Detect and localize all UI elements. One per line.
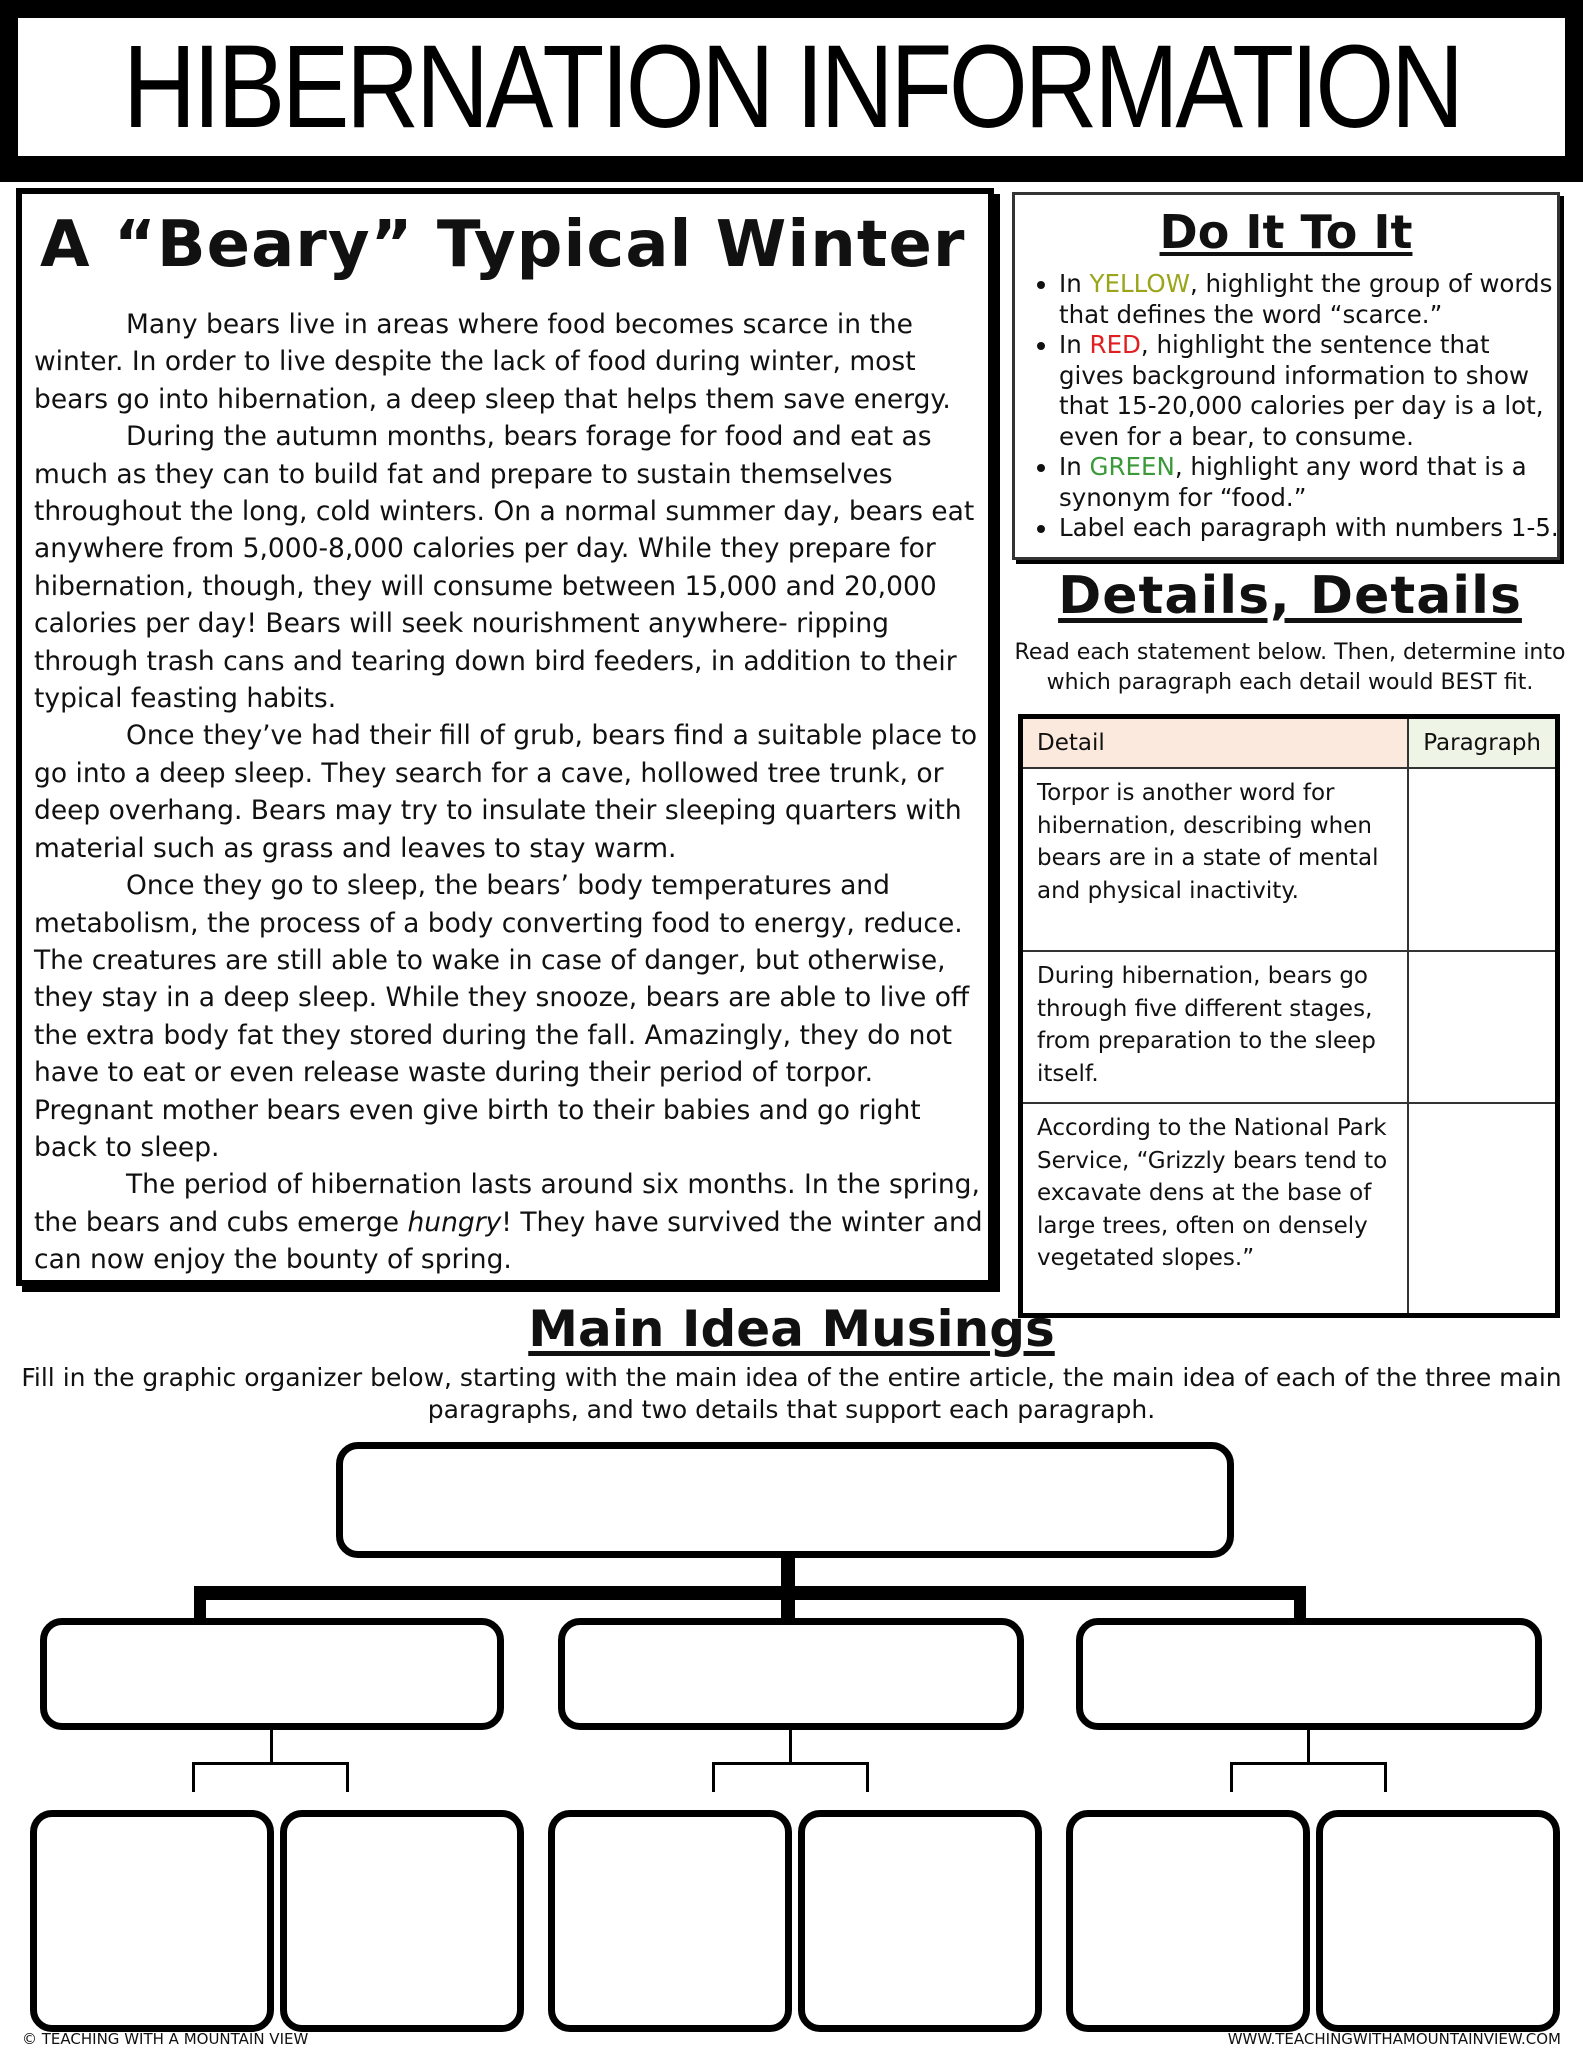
connector-line	[192, 1762, 349, 1765]
connector-line	[192, 1762, 195, 1792]
paragraph-5-emphasis: hungry	[407, 1206, 502, 1238]
header-paragraph: Paragraph	[1408, 717, 1557, 769]
article-panel	[16, 188, 994, 1286]
connector-line	[1230, 1762, 1233, 1792]
paragraph-5-start: The period of hibernation lasts around six months. In the spring, the bears and cubs emerge	[34, 1169, 980, 1238]
paragraph-answer-cell[interactable]	[1408, 768, 1557, 951]
do-it-item-label	[1059, 513, 1559, 544]
footer-copyright: © TEACHING WITH A MOUNTAIN VIEW	[22, 2030, 309, 2048]
connector-line	[346, 1762, 349, 1792]
detail-box-1a[interactable]	[30, 1810, 274, 2032]
connector-line	[712, 1762, 715, 1792]
detail-cell: During hibernation, bears go through five different stages, from preparation to the sleep itself.	[1021, 951, 1409, 1103]
do-it-item-red	[1059, 330, 1559, 452]
article-body	[34, 306, 984, 1279]
table-row	[1021, 951, 1558, 1103]
main-idea-instructions: Fill in the graphic organizer below, starting with the main idea of the entire article, the main idea of each of the three main paragraphs, and two details that support each paragraph.	[21, 1363, 1562, 1424]
do-it-panel	[1012, 192, 1560, 560]
item-text: , highlight the group of words that defines the word “scarce.”	[1059, 269, 1553, 329]
paragraph-idea-box-2[interactable]	[558, 1618, 1024, 1730]
item-text: Label each paragraph with numbers 1-5.	[1059, 513, 1559, 542]
header-inner	[18, 18, 1565, 156]
item-text: In	[1059, 330, 1090, 359]
article-paragraph-1: Many bears live in areas where food becomes scarce in the winter. In order to live despite the lack of food during winter, most bears go into hibernation, a deep sleep that helps them save energy.	[34, 309, 951, 415]
detail-box-2a[interactable]	[548, 1810, 792, 2032]
connector-line	[781, 1586, 795, 1620]
detail-box-3b[interactable]	[1316, 1810, 1560, 2032]
item-text: In	[1059, 452, 1090, 481]
do-it-title: Do It To It	[1159, 205, 1413, 259]
connector-line	[1307, 1730, 1310, 1764]
item-text: , highlight any word that is a synonym for “food.”	[1059, 452, 1527, 512]
article-paragraph-5	[34, 1166, 984, 1278]
table-row	[1021, 1103, 1558, 1315]
connector-line	[712, 1762, 869, 1765]
main-idea-box[interactable]	[336, 1442, 1234, 1558]
header-divider	[0, 156, 1583, 182]
details-instructions: Read each statement below. Then, determine into which paragraph each detail would BEST fit.	[1014, 640, 1566, 695]
paragraph-5-end: ! They have survived the winter and can now enjoy the bounty of spring.	[34, 1206, 983, 1276]
details-title: Details, Details	[1058, 566, 1522, 626]
connector-line	[789, 1730, 792, 1764]
detail-cell: Torpor is another word for hibernation, describing when bears are in a state of mental and physical inactivity.	[1021, 768, 1409, 951]
article-paragraph-3: Once they’ve had their fill of grub, bears find a suitable place to go into a deep sleep. They search for a cave, hollowed tree trunk, or deep overhang. Bears may try to insulate their sleeping quarters with material such as grass and leaves to stay warm.	[34, 720, 978, 864]
connector-line	[1230, 1762, 1387, 1765]
do-it-list	[1015, 269, 1559, 544]
table-header-row	[1021, 717, 1558, 769]
item-text: In	[1059, 269, 1090, 298]
connector-line	[1384, 1762, 1387, 1792]
header-detail: Detail	[1021, 717, 1409, 769]
detail-box-2b[interactable]	[798, 1810, 1042, 2032]
item-text: , highlight the sentence that gives background information to show that 15-20,000 calories per day is a lot, even for a bear, to consume.	[1059, 330, 1544, 451]
yellow-word: YELLOW	[1089, 269, 1190, 298]
detail-box-1b[interactable]	[280, 1810, 524, 2032]
header-banner	[0, 0, 1583, 162]
do-it-item-green	[1059, 452, 1559, 513]
paragraph-answer-cell[interactable]	[1408, 951, 1557, 1103]
detail-box-3a[interactable]	[1066, 1810, 1310, 2032]
connector-line	[194, 1586, 206, 1620]
connector-line	[270, 1730, 273, 1764]
article-title: A “Beary” Typical Winter	[40, 208, 966, 282]
paragraph-idea-box-1[interactable]	[40, 1618, 504, 1730]
connector-line	[866, 1762, 869, 1792]
paragraph-answer-cell[interactable]	[1408, 1103, 1557, 1315]
details-table	[1018, 714, 1560, 1318]
do-it-item-yellow	[1059, 269, 1559, 330]
table-row	[1021, 768, 1558, 951]
green-word: GREEN	[1089, 452, 1175, 481]
footer-website: WWW.TEACHINGWITHAMOUNTAINVIEW.COM	[1227, 2030, 1561, 2048]
paragraph-idea-box-3[interactable]	[1076, 1618, 1542, 1730]
detail-cell: According to the National Park Service, “Grizzly bears tend to excavate dens at the base of large trees, often on densely vegetated slopes.”	[1021, 1103, 1409, 1315]
main-idea-title: Main Idea Musings	[528, 1300, 1055, 1358]
red-word: RED	[1089, 330, 1141, 359]
article-paragraph-4: Once they go to sleep, the bears’ body temperatures and metabolism, the process of a body converting food to energy, reduce. The creatures are still able to wake in case of danger, but otherwise, they stay in a deep sleep. While they snooze, bears are able to live off the extra body fat they stored during the fall. Amazingly, they do not have to eat or even release waste during their period of torpor. Pregnant mother bears even give birth to their babies and go right back to sleep.	[34, 870, 970, 1163]
connector-line	[1294, 1586, 1306, 1620]
connector-line	[194, 1586, 1306, 1600]
page-title: HIBERNATION INFORMATION	[122, 21, 1461, 153]
article-paragraph-2: During the autumn months, bears forage for food and eat as much as they can to build fat and prepare to sustain themselves throughout the long, cold winters. On a normal summer day, bears eat anywhere from 5,000-8,000 calories per day. While they prepare for hibernation, though, they will consume between 15,000 and 20,000 calories per day! Bears will seek nourishment anywhere- ripping through trash cans and tearing down bird feeders, in addition to their typical feasting habits.	[34, 421, 975, 715]
